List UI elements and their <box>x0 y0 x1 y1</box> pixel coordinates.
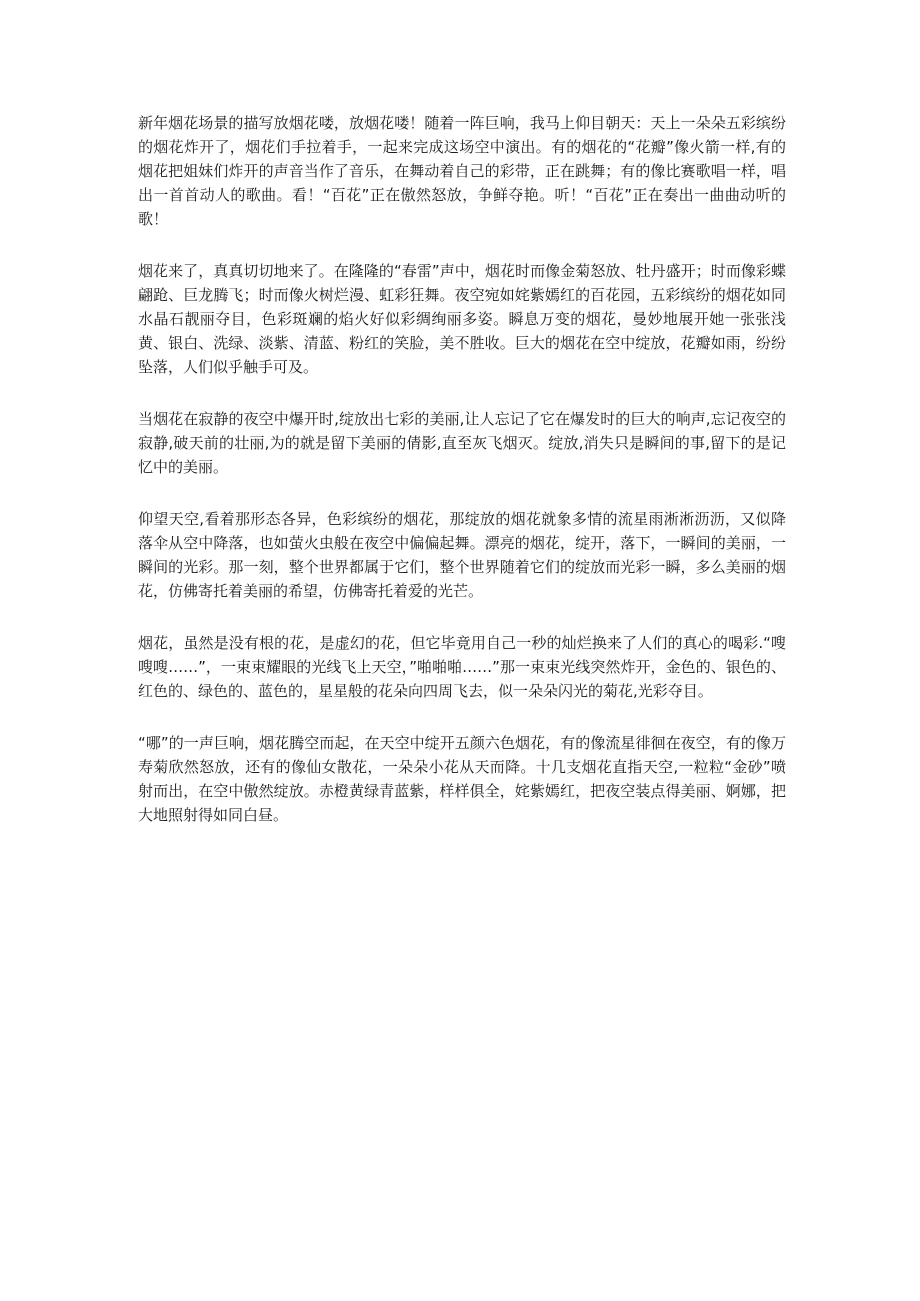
paragraph-1: 新年烟花场景的描写放烟花喽，放烟花喽！随着一阵巨响，我马上仰目朝天：天上一朵朵五彩缤纷的烟花炸开了，烟花们手拉着手，一起来完成这场空中演出。有的烟花的“花瓣”像火箭一样,有的烟花把姐妹们炸开的声音当作了音乐，在舞动着自己的彩带，正在跳舞；有的像比赛歌唱一样，唱出一首首动人的歌曲。看！“百花”正在傲然怒放，争鲜夺艳。听！“百花”正在奏出一曲曲动听的歌！ <box>138 114 786 228</box>
paragraph-5: 烟花，虽然是没有根的花，是虚幻的花，但它毕竟用自己一秒的灿烂换来了人们的真心的喝彩.“嗖嗖嗖……”，一束束耀眼的光线飞上天空，”啪啪啪……”那一束束光线突然炸开，金色的、银色的、红色的、绿色的、蓝色的，星星般的花朵向四周飞去，似一朵朵闪光的菊花,光彩夺目。 <box>138 634 786 700</box>
paragraph-6: “哪”的一声巨响，烟花腾空而起，在天空中绽开五颜六色烟花，有的像流星徘徊在夜空，有的像万寿菊欣然怒放，还有的像仙女散花，一朵朵小花从天而降。十几支烟花直指天空,一粒粒“金砂”喷射而出，在空中傲然绽放。赤橙黄绿青蓝紫，样样俱全，姹紫嫣红，把夜空装点得美丽、婀娜，把大地照射得如同白昼。 <box>138 734 786 824</box>
paragraph-4: 仰望天空,看着那形态各异，色彩缤纷的烟花，那绽放的烟花就象多情的流星雨淅淅沥沥，又似降落伞从空中降落，也如萤火虫般在夜空中偏偏起舞。漂亮的烟花，绽开，落下，一瞬间的美丽，一瞬间的光彩。那一刻，整个世界都属于它们，整个世界随着它们的绽放而光彩一瞬，多么美丽的烟花，仿佛寄托着美丽的希望，仿佛寄托着爱的光芒。 <box>138 510 786 600</box>
paragraph-3: 当烟花在寂静的夜空中爆开时,绽放出七彩的美丽,让人忘记了它在爆发时的巨大的响声,忘记夜空的寂静,破天前的壮丽,为的就是留下美丽的倩影,直至灰飞烟灭。绽放,消失只是瞬间的事,留下的是记忆中的美丽。 <box>138 410 786 476</box>
paragraph-2: 烟花来了，真真切切地来了。在隆隆的“春雷”声中，烟花时而像金菊怒放、牡丹盛开；时而像彩蝶翩跄、巨龙腾飞；时而像火树烂漫、虹彩狂舞。夜空宛如姹紫嫣红的百花园，五彩缤纷的烟花如同水晶石靓丽夺目，色彩斑斓的焰火好似彩绸绚丽多姿。瞬息万变的烟花，曼妙地展开她一张张浅黄、银白、洗绿、淡紫、清蓝、粉红的笑脸，美不胜收。巨大的烟花在空中绽放，花瓣如雨，纷纷坠落，人们似乎触手可及。 <box>138 262 786 376</box>
document-body <box>138 111 786 855</box>
